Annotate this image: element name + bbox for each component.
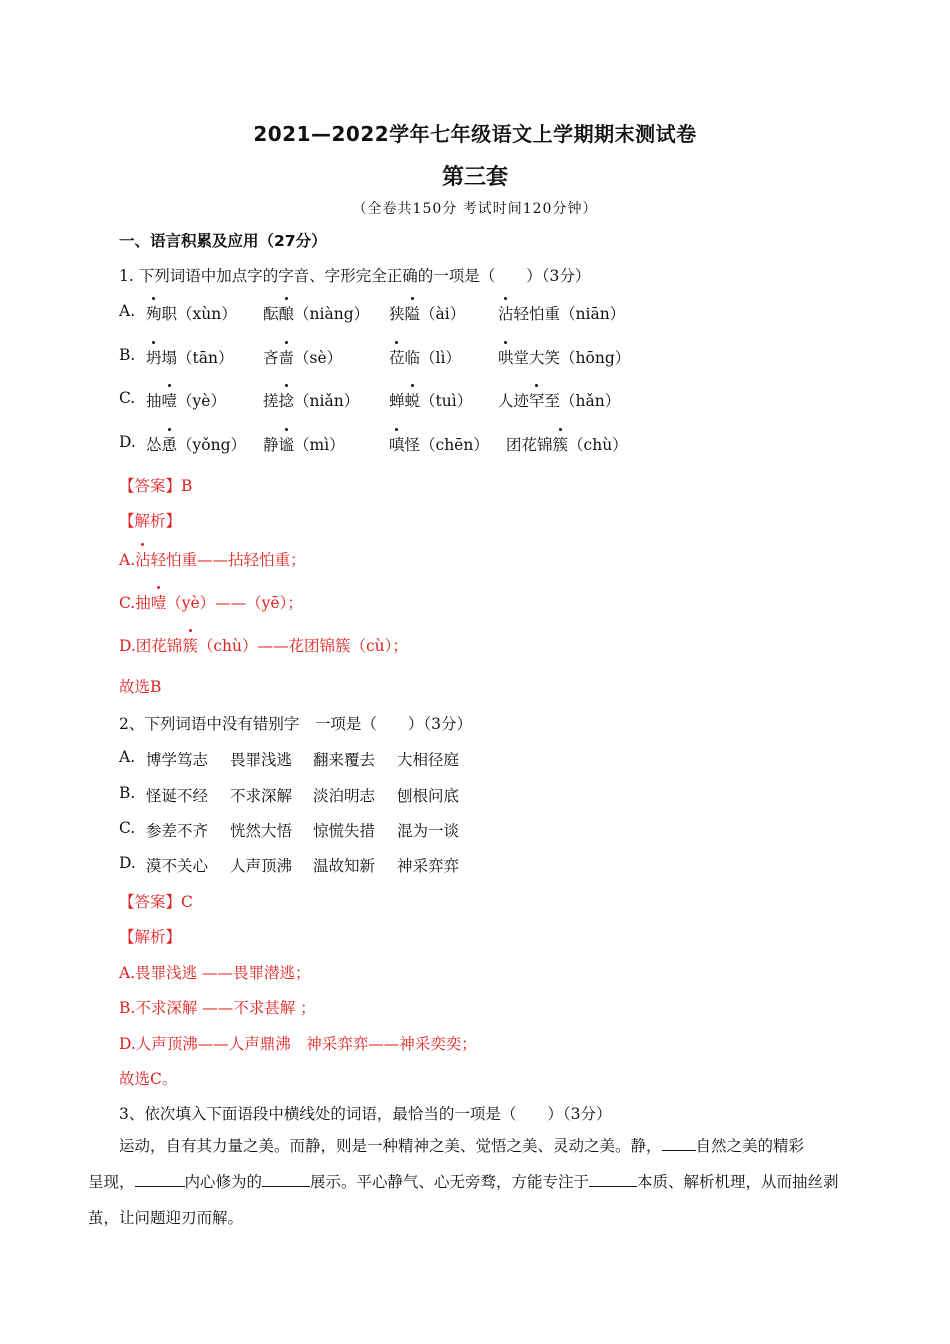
option-word: 怪诞不经 [146,787,209,805]
q2-analysis-line: B.不求深解 ——不求甚解 ； [119,999,316,1017]
dotted-char: 簇 [553,433,569,455]
option-word: 怂恿（yǒng） [146,433,246,455]
option-word: 刨根问底 [397,787,460,805]
dotted-char: 殉 [146,302,162,324]
option-word: 博学笃志 [146,751,209,769]
option-word: 神采弈弈 [397,857,460,875]
answer-blank [135,1172,185,1187]
option-word: 淡泊明志 [313,787,376,805]
dotted-char: 谧 [279,433,295,455]
q2-analysis-line: A.畏罪浅逃 ——畏罪潜逃； [119,964,311,982]
q2-answer: 【答案】C [119,893,193,911]
option-word: 不求深解 [230,787,293,805]
dotted-char: 恿 [162,433,178,455]
option-word: 坍塌（tān） [146,346,233,368]
option-letter: A. [119,302,136,320]
page-title: 2021—2022学年七年级语文上学期期末测试卷 [253,122,697,146]
dotted-char: 酿 [279,302,295,324]
q2-stem: 2、下列词语中没有错别字 一项是（ ）（3分） [119,715,472,733]
q2-conclusion: 故选C。 [119,1070,178,1088]
option-word: 翻来覆去 [313,751,376,769]
q1-analysis-line: D.团花锦簇（chù）——花团锦簇（cù）； [119,634,408,656]
exam-note: （全卷共150分 考试时间120分钟） [352,201,598,217]
option-word: 人迹罕至（hǎn） [498,389,620,411]
option-word: 殉职（xùn） [146,302,237,324]
option-word: 莅临（lì） [389,346,461,368]
q2-analysis-label: 【解析】 [119,928,182,946]
option-word: 温故知新 [313,857,376,875]
option-word: 混为一谈 [397,822,460,840]
option-word: 参差不齐 [146,822,209,840]
dotted-char: 隘 [405,302,421,324]
option-word: 大相径庭 [397,751,460,769]
dotted-char: 沾 [498,302,514,324]
dotted-char: 簇 [182,634,198,656]
option-word: 吝啬（sè） [263,346,342,368]
answer-blank [589,1172,637,1187]
option-word: 嗔怪（chēn） [389,433,489,455]
page-subtitle: 第三套 [441,165,508,190]
q1-analysis-line: C.抽噎（yè）——（yē）； [119,591,303,613]
option-letter: D. [119,433,136,451]
dotted-char: 噎 [162,389,178,411]
option-letter: B. [119,346,136,364]
dotted-char: 莅 [389,346,405,368]
dotted-char: 哄 [498,346,514,368]
option-letter: A. [119,748,136,766]
option-word: 狭隘（ài） [389,302,465,324]
option-word: 沾轻怕重（niān） [498,302,625,324]
q3-passage: 运动，自有其力量之美。而静，则是一种精神之美、觉悟之美、灵动之美。静， 自然之美的精彩 呈现， 内心修为的 展示。平心静气、心无旁骛，方能专注于 本质、解析机理，从而抽丝剥茧，让问题迎刃而解。 [88,1137,839,1227]
option-word: 搓捻（niǎn） [263,389,359,411]
q3-stem: 3、依次填入下面语段中横线处的词语，最恰当的一项是（ ）（3分） [119,1105,612,1123]
dotted-char: 嗔 [389,433,405,455]
option-word: 蝉蜕（tuì） [389,389,472,411]
q1-analysis-label: 【解析】 [119,512,182,530]
q2-analysis-line: D.人声顶沸——人声鼎沸 神采弈弈——神采奕奕； [119,1035,477,1053]
q1-analysis-line: A.沾轻怕重——拈轻怕重； [119,548,306,570]
option-word: 哄堂大笑（hōng） [498,346,630,368]
dotted-char: 噎 [151,591,167,613]
option-word: 惊慌失措 [313,822,376,840]
option-letter: C. [119,389,136,407]
option-letter: B. [119,784,136,802]
answer-blank [262,1172,310,1187]
option-word: 酝酿（niàng） [263,302,369,324]
q1-conclusion: 故选B [119,678,162,696]
q1-answer: 【答案】B [119,477,193,495]
option-word: 人声顶沸 [230,857,293,875]
option-word: 漠不关心 [146,857,209,875]
option-word: 畏罪浅逃 [230,751,293,769]
option-letter: C. [119,819,136,837]
option-word: 恍然大悟 [230,822,293,840]
option-word: 静谧（mì） [263,433,345,455]
dotted-char: 捻 [279,389,295,411]
section-heading: 一、语言积累及应用（27分） [119,232,327,250]
dotted-char: 啬 [279,346,295,368]
option-word: 抽噎（yè） [146,389,226,411]
option-word: 团花锦簇（chù） [506,433,628,455]
dotted-char: 坍 [146,346,162,368]
option-letter: D. [119,854,136,872]
dotted-char: 沾 [135,548,151,570]
dotted-char: 蜕 [405,389,421,411]
q1-stem: 1. 下列词语中加点字的字音、字形完全正确的一项是（ ）（3分） [119,267,591,285]
dotted-char: 罕 [529,389,545,411]
answer-blank [662,1136,696,1151]
